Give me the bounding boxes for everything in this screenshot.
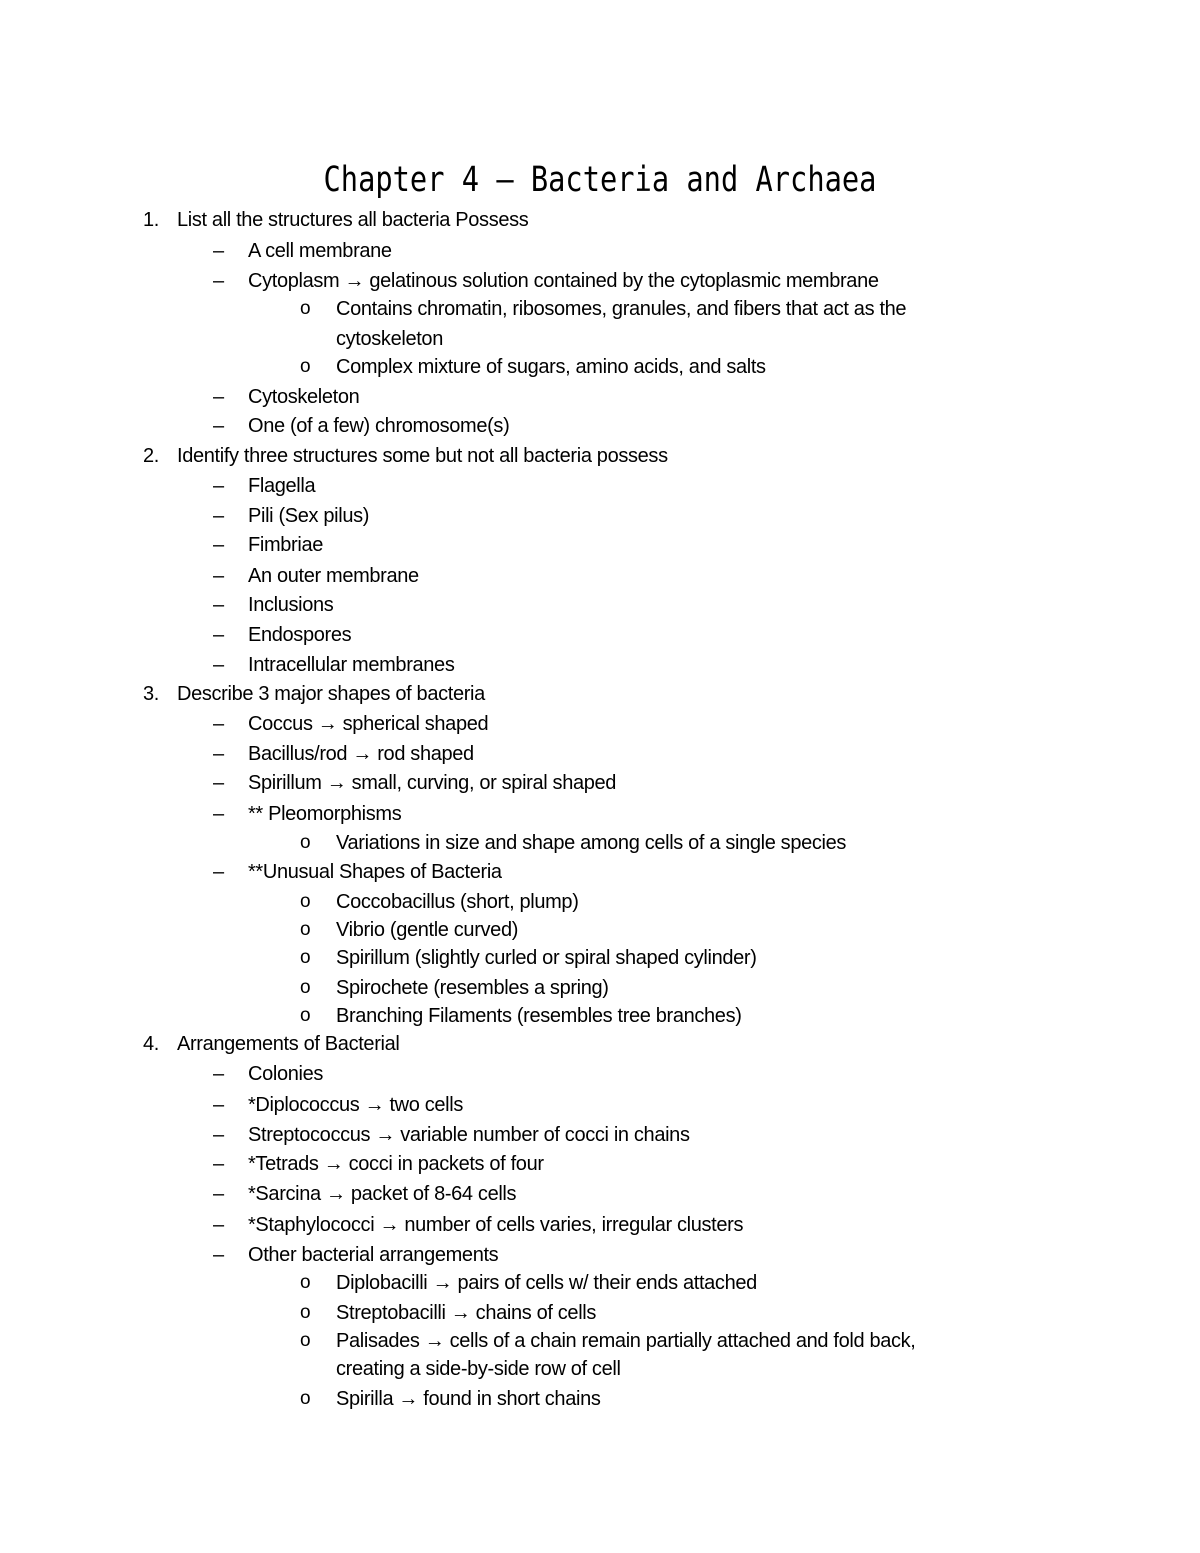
bullet-marker: o <box>300 298 311 319</box>
dash-marker: – <box>213 534 224 556</box>
section-title: Identify three structures some but not all bacteria possess <box>177 445 668 467</box>
dash-marker: – <box>213 743 224 765</box>
bullet-marker: o <box>300 1302 311 1323</box>
list-item-text: Inclusions <box>248 594 334 616</box>
bullet-marker: o <box>300 977 311 998</box>
list-item-text: Diplobacilli → pairs of cells w/ their ends attached <box>336 1272 757 1294</box>
list-item-text: Fimbriae <box>248 534 323 556</box>
list-item-text: Cytoskeleton <box>248 386 360 408</box>
dash-marker: – <box>213 713 224 735</box>
dash-marker: – <box>213 270 224 292</box>
list-item-text: Colonies <box>248 1063 324 1085</box>
list-item-text: Variations in size and shape among cells of a single species <box>336 832 847 854</box>
list-item-text: Spirillum (slightly curled or spiral shaped cylinder) <box>336 947 757 969</box>
list-item-text: Branching Filaments (resembles tree branches) <box>336 1005 742 1027</box>
dash-marker: – <box>213 1063 224 1085</box>
list-item-text: creating a side-by-side row of cell <box>336 1358 621 1380</box>
section-title: Describe 3 major shapes of bacteria <box>177 683 485 705</box>
bullet-marker: o <box>300 1272 311 1293</box>
dash-marker: – <box>213 386 224 408</box>
list-item-text: Intracellular membranes <box>248 654 455 676</box>
list-item-text: *Diplococcus → two cells <box>248 1094 464 1116</box>
bullet-marker: o <box>300 1005 311 1026</box>
dash-marker: – <box>213 1244 224 1266</box>
dash-marker: – <box>213 415 224 437</box>
bullet-marker: o <box>300 832 311 853</box>
dash-marker: – <box>213 1094 224 1116</box>
bullet-marker: o <box>300 356 311 377</box>
list-item-text: One (of a few) chromosome(s) <box>248 415 510 437</box>
bullet-marker: o <box>300 1330 311 1351</box>
dash-marker: – <box>213 240 224 262</box>
list-item-text: Spirochete (resembles a spring) <box>336 977 609 999</box>
dash-marker: – <box>213 654 224 676</box>
page-title: Chapter 4 — Bacteria and Archaea <box>323 160 877 200</box>
list-item-text: Coccus → spherical shaped <box>248 713 489 735</box>
section-number: 1. <box>143 209 159 231</box>
list-item-text: Streptobacilli → chains of cells <box>336 1302 597 1324</box>
list-item-text: Endospores <box>248 624 352 646</box>
list-item-text: Flagella <box>248 475 316 497</box>
list-item-text: Coccobacillus (short, plump) <box>336 891 579 913</box>
list-item-text: **Unusual Shapes of Bacteria <box>248 861 502 883</box>
list-item-text: Spirilla → found in short chains <box>336 1388 601 1410</box>
dash-marker: – <box>213 594 224 616</box>
section-title: Arrangements of Bacterial <box>177 1033 400 1055</box>
dash-marker: – <box>213 803 224 825</box>
list-item-text: Contains chromatin, ribosomes, granules, and fibers that act as the <box>336 298 907 320</box>
list-item-text: Complex mixture of sugars, amino acids, and salts <box>336 356 766 378</box>
dash-marker: – <box>213 1214 224 1236</box>
dash-marker: – <box>213 1153 224 1175</box>
section-number: 4. <box>143 1033 159 1055</box>
list-item-text: *Sarcina → packet of 8-64 cells <box>248 1183 517 1205</box>
bullet-marker: o <box>300 891 311 912</box>
bullet-marker: o <box>300 1388 311 1409</box>
list-item-text: *Staphylococci → number of cells varies, irregular clusters <box>248 1214 744 1236</box>
list-item-text: Pili (Sex pilus) <box>248 505 370 527</box>
section-number: 2. <box>143 445 159 467</box>
list-item-text: *Tetrads → cocci in packets of four <box>248 1153 544 1175</box>
list-item-text: Palisades → cells of a chain remain partially attached and fold back, <box>336 1330 916 1352</box>
dash-marker: – <box>213 1124 224 1146</box>
dash-marker: – <box>213 624 224 646</box>
list-item-text: Cytoplasm → gelatinous solution contained by the cytoplasmic membrane <box>248 270 879 292</box>
dash-marker: – <box>213 505 224 527</box>
section-number: 3. <box>143 683 159 705</box>
list-item-text: cytoskeleton <box>336 328 443 350</box>
list-item-text: Streptococcus → variable number of cocci in chains <box>248 1124 690 1146</box>
dash-marker: – <box>213 1183 224 1205</box>
bullet-marker: o <box>300 947 311 968</box>
dash-marker: – <box>213 861 224 883</box>
dash-marker: – <box>213 565 224 587</box>
list-item-text: ** Pleomorphisms <box>248 803 402 825</box>
list-item-text: An outer membrane <box>248 565 419 587</box>
list-item-text: Spirillum → small, curving, or spiral shaped <box>248 772 617 794</box>
list-item-text: A cell membrane <box>248 240 392 262</box>
section-title: List all the structures all bacteria Possess <box>177 209 529 231</box>
list-item-text: Vibrio (gentle curved) <box>336 919 519 941</box>
list-item-text: Other bacterial arrangements <box>248 1244 499 1266</box>
list-item-text: Bacillus/rod → rod shaped <box>248 743 474 765</box>
bullet-marker: o <box>300 919 311 940</box>
dash-marker: – <box>213 772 224 794</box>
dash-marker: – <box>213 475 224 497</box>
